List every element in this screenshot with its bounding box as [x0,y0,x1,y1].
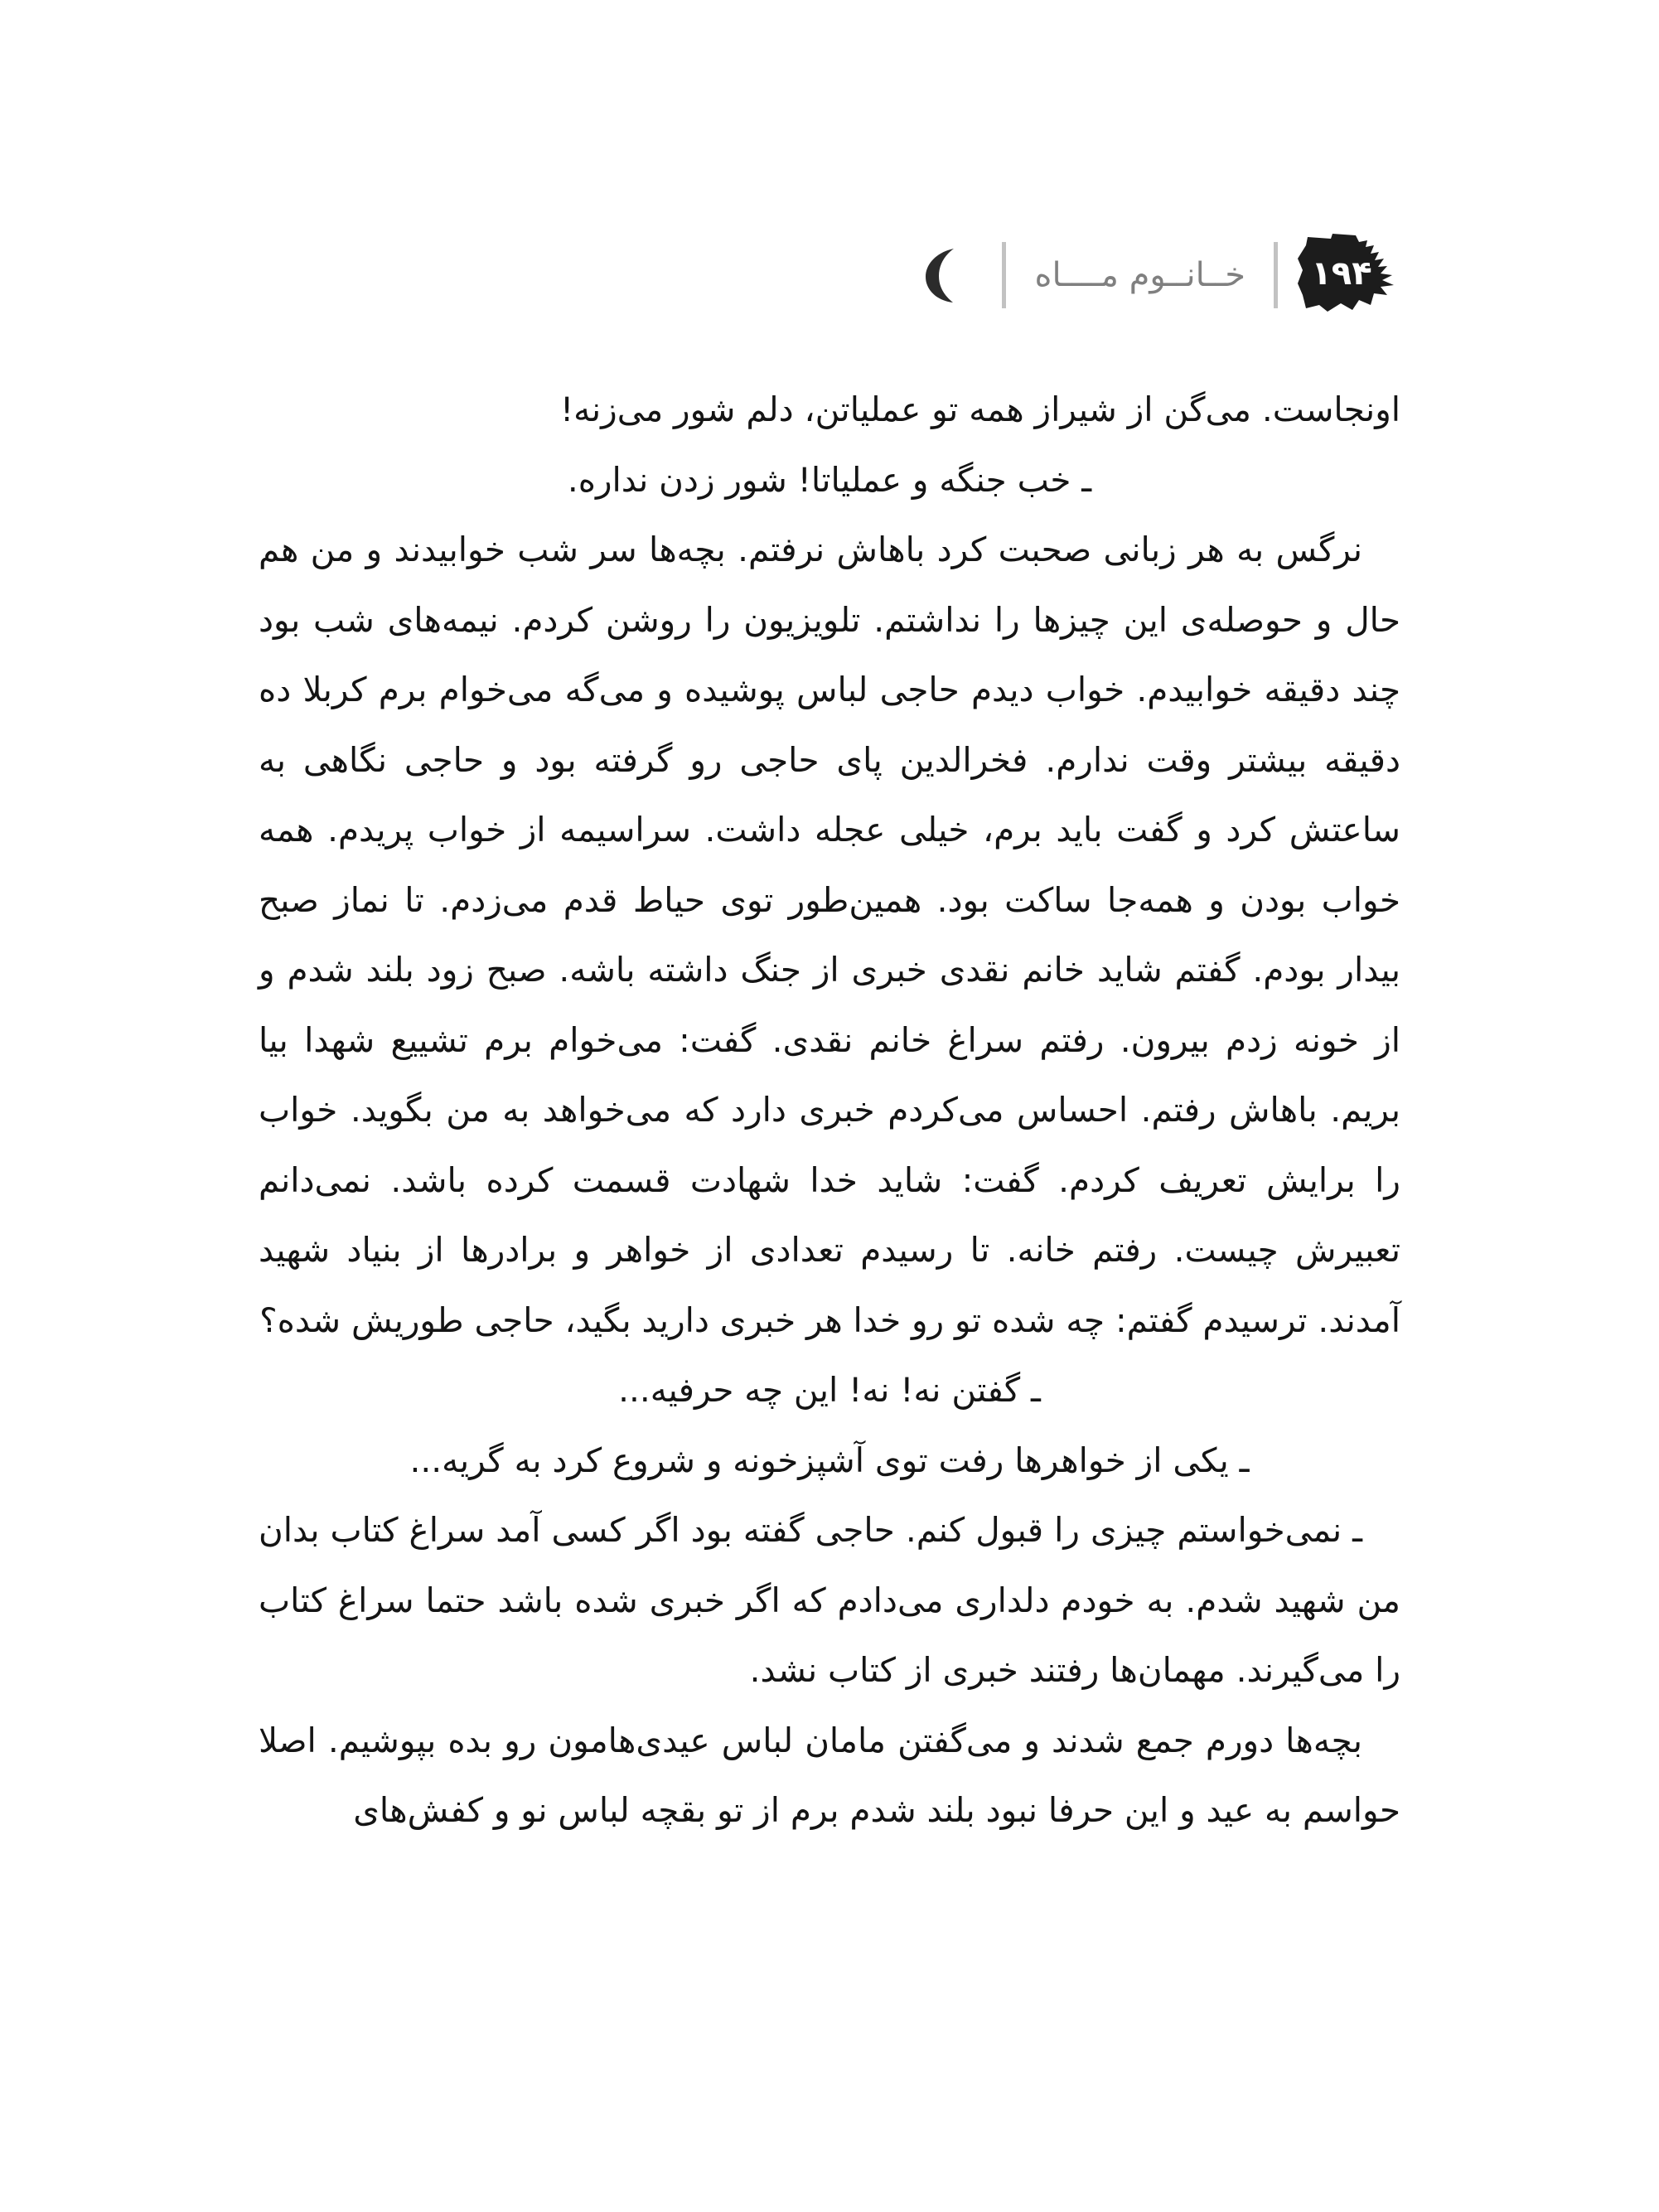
paragraph-2: ـ خب جنگه و عملیاتا! شور زدن نداره. [567,459,1092,500]
crescent-moon-icon [912,245,972,305]
paragraph-3: نرگس به هر زبانی صحبت کرد باهاش نرفتم. بچه‌ها سر شب خوابیدند و من هم حال و حوصله‌ی این چیزها را نداشتم. تلویزیون را روشن کردم. نیمه‌های شب بود چند دقیقه خوابیدم. خواب دیدم حاجی لباس پوشیده و می‌گه می‌خوام برم کربلا ده دقیقه بیشتر وقت ندارم. فخرالدین پای حاجی رو گرفته بود و حاجی نگاهی به ساعتش کرد و گفت باید برم، خیلی عجله داشت. سراسیمه از خواب پریدم. همه خواب بودن و همه‌جا ساکت بود. همین‌طور توی حیاط قدم می‌زدم. تا نماز صبح بیدار بودم. گفتم شاید خانم نقدی خبری از جنگ داشته باشه. صبح زود بلند شدم و از خونه زدم بیرون. رفتم سراغ خانم نقدی. گفت: می‌خوام برم تشییع شهدا بیا بریم. باهاش رفتم. احساس می‌کردم خبری دارد که می‌خواهد به من بگوید. خواب را برایش تعریف کردم. گفت: شاید خدا شهادت قسمت کرده باشد. نمی‌دانم تعبیرش چیست. رفتم خانه. تا رسیدم تعدادی از خواهر و برادرها از بنیاد شهید آمدند. ترسیدم گفتم: چه شده تو رو خدا هر خبری دارید بگید، حاجی طوریش شده؟ [259,530,1400,1340]
running-header [298,222,1400,328]
paragraph-7: بچه‌ها دورم جمع شدند و می‌گفتن مامان لباس عیدی‌هامون رو بده بپوشیم. اصلا حواسم به عید و این حرفا نبود بلند شدم برم از تو بقچه لباس نو و کفش‌های [259,1720,1400,1830]
book-title: خــانــوم مــــاه [1034,256,1245,294]
header-divider-right [1274,242,1278,308]
paragraph-5: ـ یکی از خواهرها رفت توی آشپزخونه و شروع کرد به گریه... [409,1440,1250,1480]
paragraph-1: اونجاست. می‌گن از شیراز همه تو عملیاتن، دلم شور می‌زنه! [559,390,1400,429]
page-number-text: ۱۹۴ [1311,254,1372,293]
paragraph-6: ـ نمی‌خواستم چیزی را قبول کنم. حاجی گفته بود اگر کسی آمد سراغ کتاب بدان من شهید شدم. به خودم دلداری می‌دادم که اگر خبری شده باشد حتما سراغ کتاب را می‌گیرند. مهمان‌ها رفتند خبری از کتاب نشد. [259,1510,1400,1690]
header-divider-left [1002,242,1006,308]
page-number-badge [1294,229,1400,322]
page-body-text [259,375,1400,1846]
paragraph-4: ـ گفتن نه! نه! این چه حرفیه... [618,1370,1041,1410]
